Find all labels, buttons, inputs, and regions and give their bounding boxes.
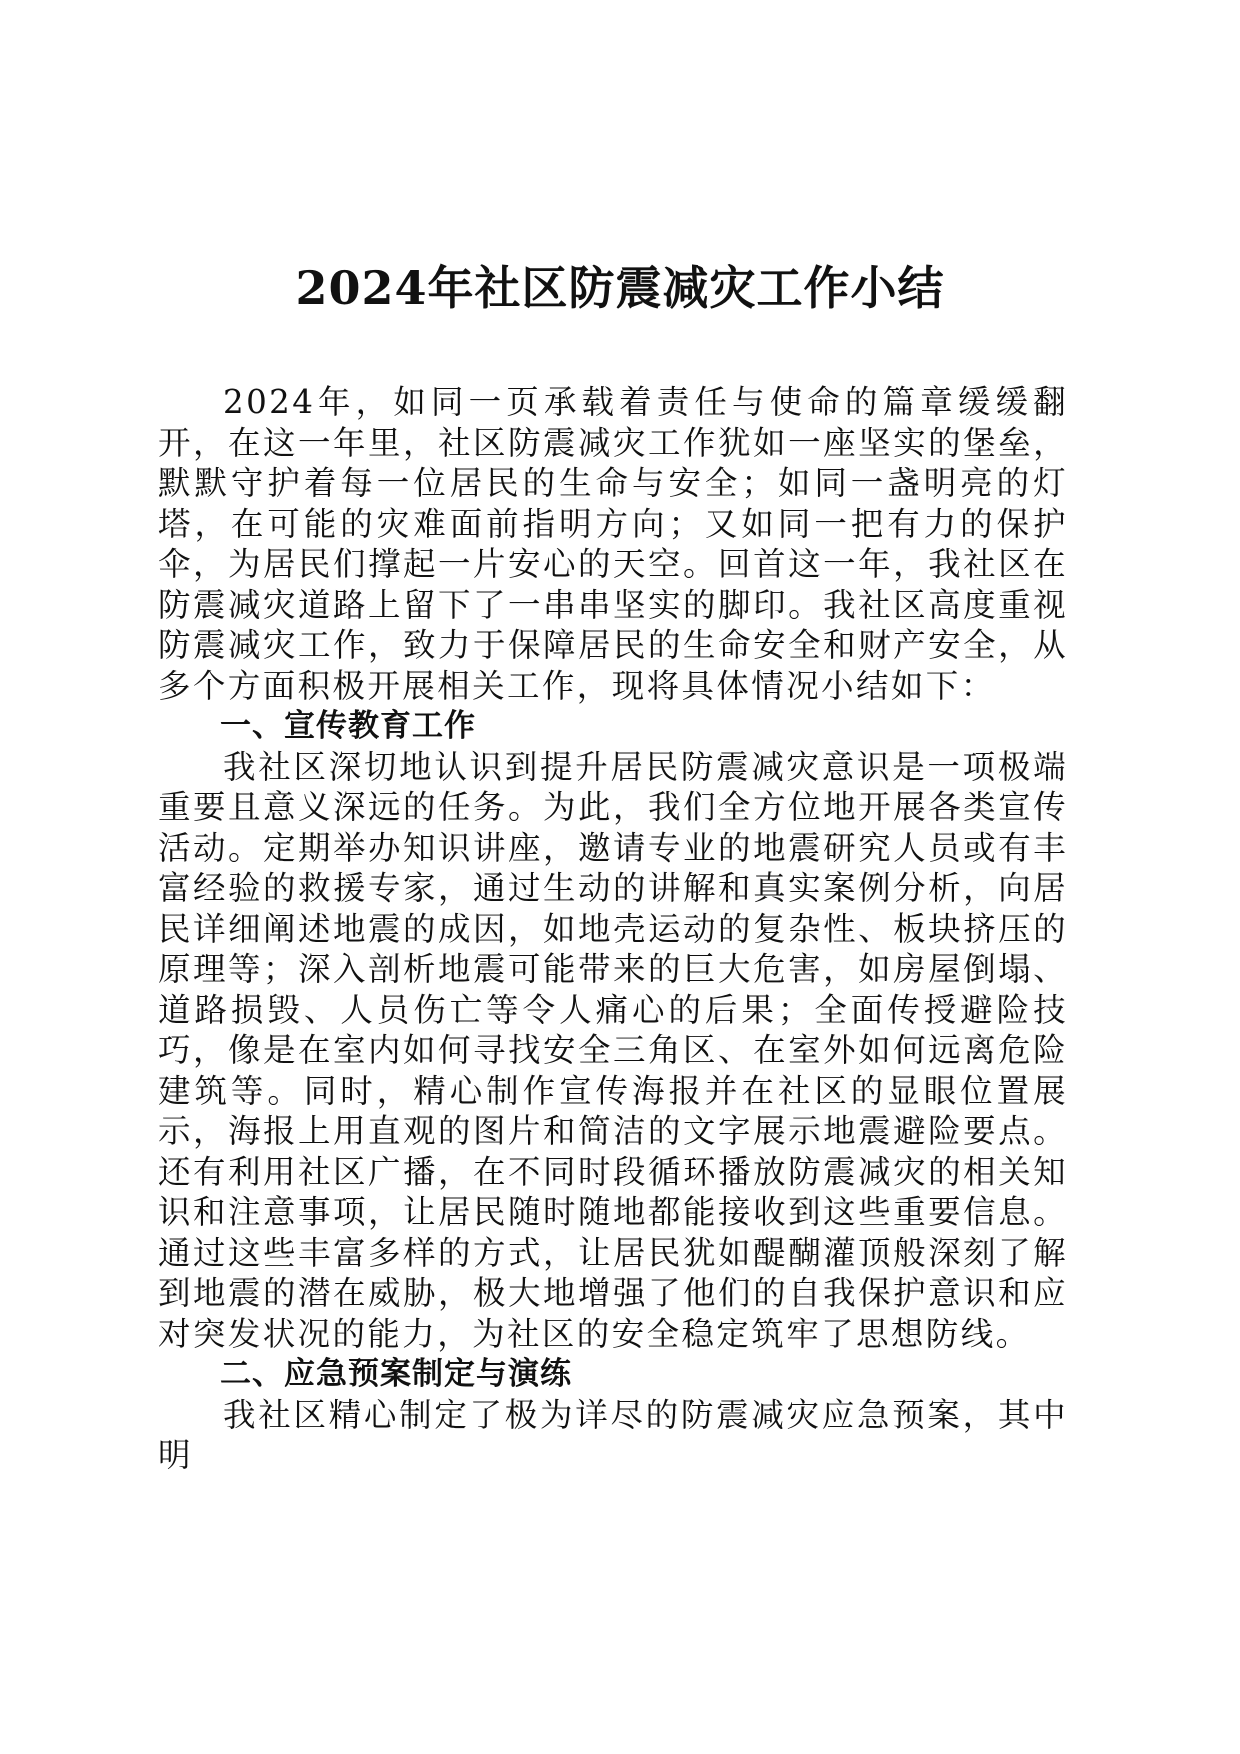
section-heading-emergency-plan: 二、应急预案制定与演练 <box>220 1356 572 1392</box>
intro-paragraph: 2024年，如同一页承载着责任与使命的篇章缓缓翻开，在这一年里，社区防震减灾工作犹如一座坚实的堡垒，默默守护着每一位居民的生命与安全；如同一盏明亮的灯塔，在可能的灾难面前指明方向；又如同一把有力的保护伞，为居民们撑起一片安心的天空。回首这一年，我社区在防震减灾道路上留下了一串串坚实的脚印。我社区高度重视防震减灾工作，致力于保障居民的生命安全和财产安全，从多个方面积极开展相关工作，现将具体情况小结如下： <box>158 383 1068 705</box>
section-paragraph-publicity: 我社区深切地认识到提升居民防震减灾意识是一项极端重要且意义深远的任务。为此，我们全方位地开展各类宣传活动。定期举办知识讲座，邀请专业的地震研究人员或有丰富经验的救援专家，通过生动的讲解和真实案例分析，向居民详细阐述地震的成因，如地壳运动的复杂性、板块挤压的原理等；深入剖析地震可能带来的巨大危害，如房屋倒塌、道路损毁、人员伤亡等令人痛心的后果；全面传授避险技巧，像是在室内如何寻找安全三角区、在室外如何远离危险建筑等。同时，精心制作宣传海报并在社区的显眼位置展示，海报上用直观的图片和简洁的文字展示地震避险要点。还有利用社区广播，在不同时段循环播放防震减灾的相关知识和注意事项，让居民随时随地都能接收到这些重要信息。通过这些丰富多样的方式，让居民犹如醍醐灌顶般深刻了解到地震的潜在威胁，极大地增强了他们的自我保护意识和应对突发状况的能力，为社区的安全稳定筑牢了思想防线。 <box>158 747 1068 1353</box>
section-heading-publicity: 一、宣传教育工作 <box>220 708 476 744</box>
document-body <box>158 382 1068 1476</box>
document-title: 2024年社区防震减灾工作小结 <box>295 261 945 315</box>
section-paragraph-emergency-plan: 我社区精心制定了极为详尽的防震减灾应急预案，其中明 <box>158 1395 1068 1474</box>
